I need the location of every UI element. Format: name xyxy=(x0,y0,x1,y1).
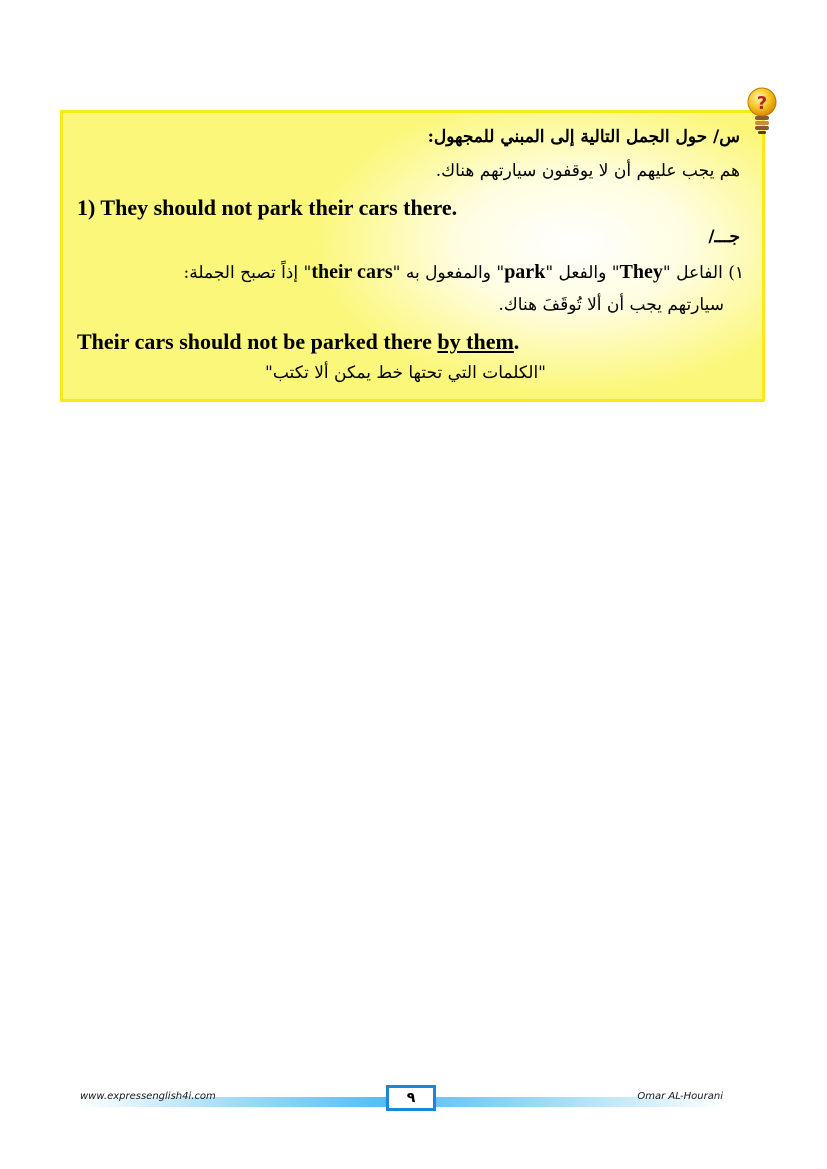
explain-subject: They xyxy=(619,261,663,283)
question-english: 1) They should not park their cars there. xyxy=(77,195,458,220)
page-number: ٩ xyxy=(386,1085,436,1111)
svg-text:?: ? xyxy=(756,93,768,114)
explain-suffix: " إذاً تصبح الجملة: xyxy=(183,263,312,283)
answer-note: "الكلمات التي تحتها خط يمكن ألا تكتب" xyxy=(265,363,546,383)
explain-object: their cars xyxy=(311,261,393,283)
explain-prefix: ١) الفاعل " xyxy=(662,263,744,283)
lightbulb-question-icon xyxy=(744,86,780,136)
answer-english xyxy=(77,329,519,355)
answer-translation: سيارتهم يجب أن ألا تُوقَفَ هناك. xyxy=(498,295,724,315)
exercise-box xyxy=(60,110,765,402)
answer-english-end: . xyxy=(513,329,520,354)
answer-heading: جـــ/ xyxy=(708,227,740,247)
footer-author: Omar AL-Hourani xyxy=(637,1091,723,1102)
explain-mid2: " والمفعول به " xyxy=(392,263,505,283)
answer-english-underlined: by them xyxy=(437,329,514,354)
explain-verb: park xyxy=(504,261,546,283)
page-footer xyxy=(80,1085,725,1115)
question-heading: س/ حول الجمل التالية إلى المبني للمجهول: xyxy=(427,127,740,147)
explain-mid1: " والفعل " xyxy=(545,263,620,283)
question-arabic: هم يجب عليهم أن لا يوقفون سيارتهم هناك. xyxy=(435,161,740,181)
answer-english-main: Their cars should not be parked there xyxy=(77,329,438,354)
answer-explanation xyxy=(184,261,744,284)
footer-website: www.expressenglish4i.com xyxy=(80,1091,216,1102)
